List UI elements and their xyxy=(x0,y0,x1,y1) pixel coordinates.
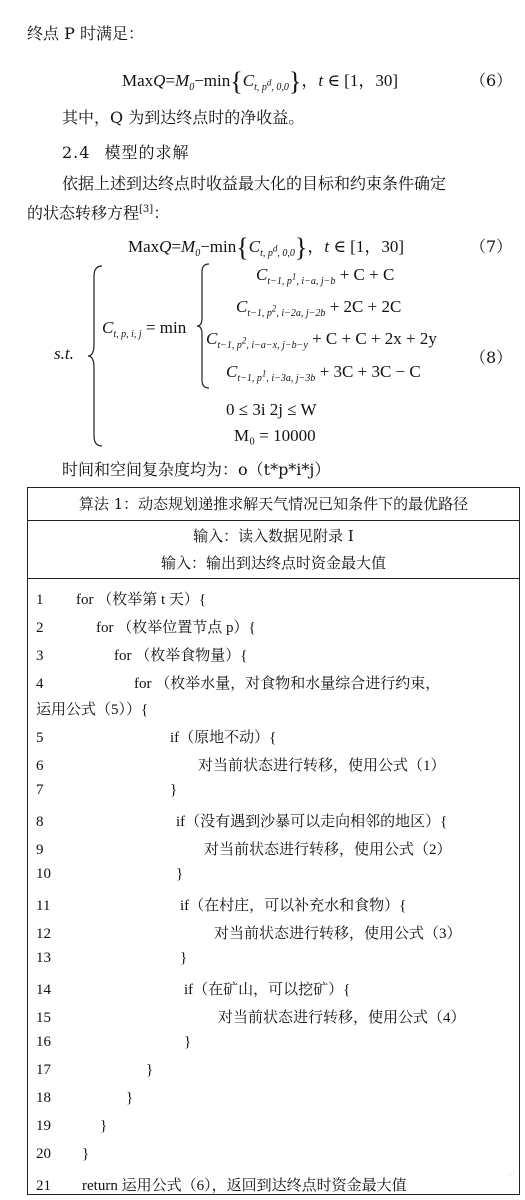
code-line-number: 19 xyxy=(36,1118,51,1134)
outer-brace-icon xyxy=(86,264,106,449)
intro-note: 其中，Q 为到达终点时的净收益。 xyxy=(62,108,305,127)
code-line xyxy=(36,1006,466,1027)
intro-line: 终点 P 时满足： xyxy=(27,24,144,43)
case-3-rhs: + C + C + 2x + 2y xyxy=(312,329,437,348)
algorithm-title: 算法 1：动态规划递推求解天气情况已知条件下的最优路径 xyxy=(28,488,519,521)
section-heading xyxy=(62,143,190,163)
code-line xyxy=(36,726,276,747)
case-4-rhs: + 3C + 3C − C xyxy=(319,362,421,381)
case-3: $C_{t-1, p^2, i-a-x, j-b-y} + C + C + 2x + 2y$ xyxy=(206,329,437,351)
code-line-number: 8 xyxy=(36,814,44,830)
code-line-text: } xyxy=(170,782,178,798)
code-line-text: for （枚举食物量）{ xyxy=(114,648,248,664)
code-line-text: if（没有遇到沙暴可以走向相邻的地区）{ xyxy=(176,814,448,830)
code-line xyxy=(36,644,247,665)
code-line-text: for （枚举第 t 天）{ xyxy=(76,592,207,608)
code-line-text: if（在矿山，可以挖矿）{ xyxy=(184,982,351,998)
code-line-text: if（在村庄，可以补充水和食物）{ xyxy=(180,898,407,914)
code-line xyxy=(36,838,452,859)
equation-8-lhs: $C_{t, p, i, j} = \min$ xyxy=(102,318,187,340)
code-line xyxy=(36,616,256,637)
equation-7: $MaxQ=M_0-\min\{C_{t, p^d, 0,0}\}$，t ∈ [1，30] xyxy=(128,233,404,262)
code-line-text: 对当前状态进行转移，使用公式（3） xyxy=(214,926,462,942)
code-line xyxy=(36,1174,407,1195)
code-line-text: } xyxy=(184,1034,192,1050)
code-line-number: 9 xyxy=(36,842,44,858)
paragraph-line-1: 依据上述到达终点时收益最大化的目标和约束条件确定 xyxy=(62,174,447,193)
code-line-number: 13 xyxy=(36,950,51,966)
code-line xyxy=(36,588,206,609)
code-line-number: 18 xyxy=(36,1090,51,1106)
code-line-number: 2 xyxy=(36,620,44,636)
paragraph-colon: ： xyxy=(153,203,170,223)
code-line xyxy=(36,894,406,915)
inner-brace-icon xyxy=(196,262,212,390)
code-line-number: 7 xyxy=(36,782,44,798)
code-line-number: 1 xyxy=(36,592,44,608)
code-line xyxy=(36,782,177,799)
code-line-number: 10 xyxy=(36,866,51,882)
algorithm-input-2: 输入：输出到达终点时资金最大值 xyxy=(160,554,386,572)
code-line-number: 21 xyxy=(36,1178,51,1194)
algorithm-input-1: 输入：读入数据见附录 I xyxy=(193,527,354,545)
code-line-text: } xyxy=(146,1062,154,1078)
paragraph-line-2 xyxy=(27,200,169,223)
code-line-number: 14 xyxy=(36,982,51,998)
code-line-text: 运用公式（5））{ xyxy=(36,702,149,718)
code-line xyxy=(36,810,447,831)
code-line xyxy=(36,950,187,967)
section-number: 2.4 xyxy=(62,143,91,162)
code-line xyxy=(36,1062,153,1079)
complexity-line: 时间和空间复杂度均为：o（t*p*i*j） xyxy=(62,460,331,479)
code-line xyxy=(36,1090,133,1107)
st-label: s.t. xyxy=(54,344,74,363)
code-line xyxy=(36,672,440,693)
code-line-text: return 运用公式（6），返回到达终点时资金最大值 xyxy=(82,1178,407,1194)
algorithm-io xyxy=(28,520,519,579)
code-line xyxy=(36,1034,191,1051)
case-4: $C_{t-1, p^1, i-3a, j-3b} + 3C + 3C - C$ xyxy=(226,362,421,384)
code-line-number: 17 xyxy=(36,1062,51,1078)
code-line-text: } xyxy=(180,950,188,966)
code-line xyxy=(36,866,183,883)
code-line-text: } xyxy=(176,866,184,882)
code-line-number: 15 xyxy=(36,1010,51,1026)
code-line-text: 对当前状态进行转移，使用公式（1） xyxy=(198,758,446,774)
code-line xyxy=(36,1146,89,1163)
case-2: $C_{t-1, p^2, i-2a, j-2b} + 2C + 2C$ xyxy=(236,297,402,319)
code-line xyxy=(36,754,446,775)
constraint-2: M₀ = 10000 xyxy=(234,426,316,445)
code-line-text: for （枚举位置节点 p）{ xyxy=(96,620,256,636)
code-line-number: 12 xyxy=(36,926,51,942)
equation-6-number: （6） xyxy=(470,71,513,90)
code-line-number: 11 xyxy=(36,898,51,914)
code-line xyxy=(36,1118,107,1135)
code-line-number: 5 xyxy=(36,730,44,746)
code-line-text: } xyxy=(126,1090,134,1106)
case-1: $C_{t-1, p^1, i-a, j-b} + C + C$ xyxy=(256,265,395,287)
code-line xyxy=(36,698,148,719)
code-line xyxy=(36,922,462,943)
paragraph-text: 的状态转移方程 xyxy=(27,203,140,223)
code-line-text: for （枚举水量，对食物和水量综合进行约束， xyxy=(134,676,441,692)
case-1-rhs: + C + C xyxy=(339,265,395,284)
code-line-text: 对当前状态进行转移，使用公式（2） xyxy=(204,842,452,858)
algorithm-box xyxy=(27,487,520,1195)
equation-7-number: （7） xyxy=(470,237,513,256)
code-line-text: } xyxy=(100,1118,108,1134)
code-line-number: 16 xyxy=(36,1034,51,1050)
code-line-text: 对当前状态进行转移，使用公式（4） xyxy=(218,1010,466,1026)
code-line-text: } xyxy=(82,1146,90,1162)
citation: [3] xyxy=(139,204,154,215)
equation-8-number: （8） xyxy=(470,348,513,367)
code-line-number: 3 xyxy=(36,648,44,664)
case-2-rhs: + 2C + 2C xyxy=(329,297,402,316)
equation-6: $MaxQ=M_0-\min\{C_{t, p^d, 0,0}\}$，t ∈ [1，30] xyxy=(122,67,398,96)
watermark: ··· xyxy=(506,1168,520,1182)
section-title: 模型的求解 xyxy=(104,143,190,162)
code-line-number: 4 xyxy=(36,676,44,692)
code-line-text: if（原地不动）{ xyxy=(170,730,277,746)
constraint-1: 0 ≤ 3i 2j ≤ W xyxy=(226,400,317,419)
code-line xyxy=(36,978,350,999)
code-line-number: 6 xyxy=(36,758,44,774)
code-line-number: 20 xyxy=(36,1146,51,1162)
